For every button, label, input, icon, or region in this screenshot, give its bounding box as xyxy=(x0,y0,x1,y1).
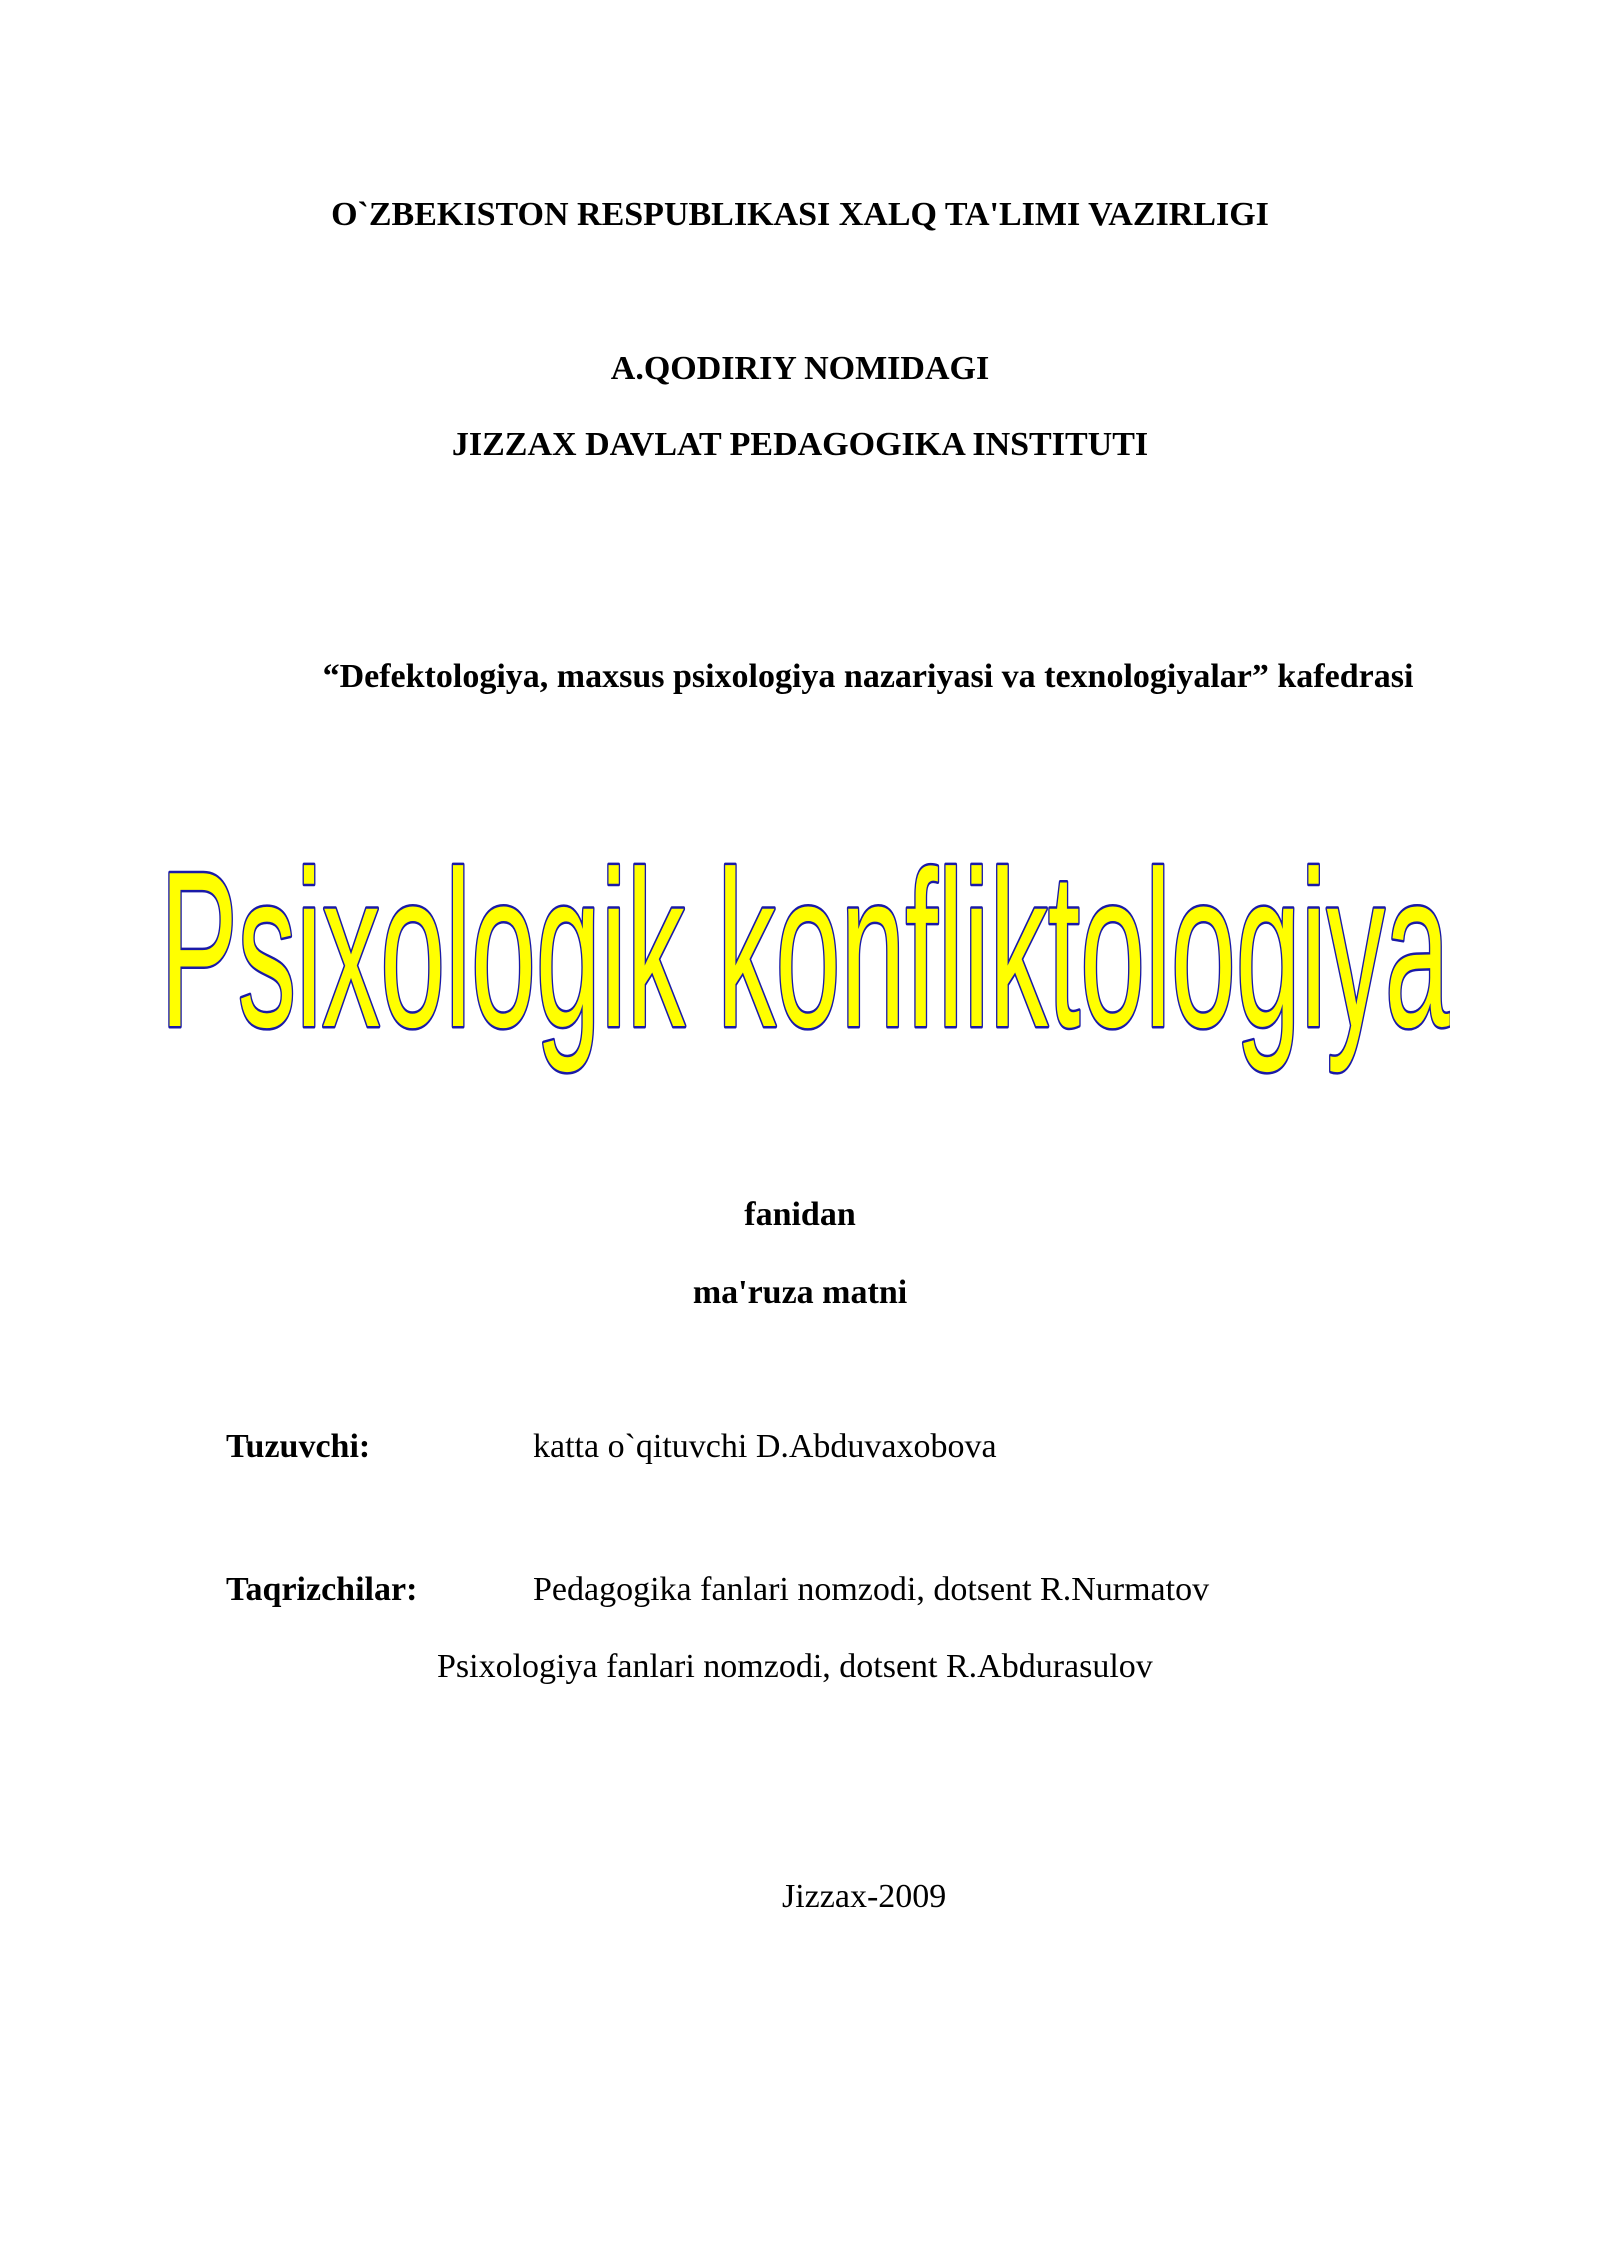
author-label: Tuzuvchi: xyxy=(226,1428,371,1465)
institute-name-line-2: JIZZAX DAVLAT PEDAGOGIKA INSTITUTI xyxy=(451,426,1149,463)
document-title: Psixologik konfliktologiya xyxy=(160,828,1450,1075)
subject-suffix: fanidan xyxy=(744,1196,856,1233)
institute-name-line-1: A.QODIRIY NOMIDAGI xyxy=(610,350,990,387)
ministry-heading: O`ZBEKISTON RESPUBLIKASI XALQ TA'LIMI VAZIRLIGI xyxy=(331,196,1269,233)
author-value: katta o`qituvchi D.Abduvaxobova xyxy=(533,1428,997,1465)
document-type: ma'ruza matni xyxy=(692,1274,908,1311)
reviewers-label: Taqrizchilar: xyxy=(226,1571,418,1608)
document-title-wordart xyxy=(160,828,1450,1098)
department-name: “Defektologiya, maxsus psixologiya nazariyasi va texnologiyalar” kafedrasi xyxy=(322,658,1414,695)
reviewer-2: Psixologiya fanlari nomzodi, dotsent R.Abdurasulov xyxy=(437,1648,1153,1685)
city-year: Jizzax-2009 xyxy=(782,1878,947,1915)
reviewer-1: Pedagogika fanlari nomzodi, dotsent R.Nurmatov xyxy=(533,1571,1210,1608)
